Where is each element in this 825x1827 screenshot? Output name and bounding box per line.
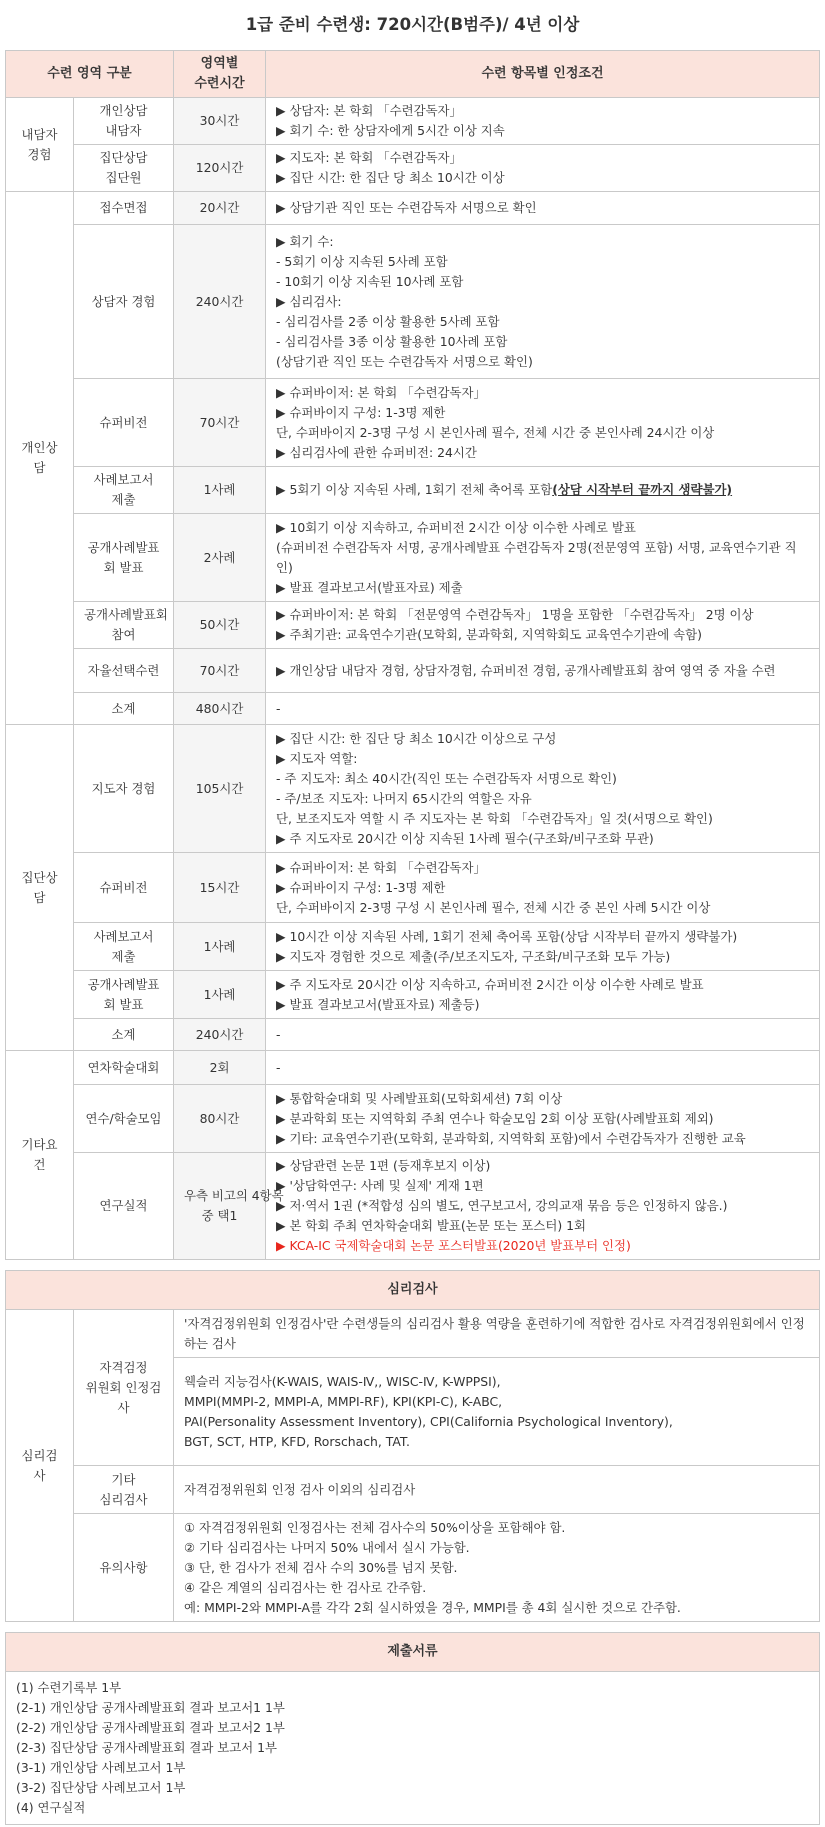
hours-cell: 240시간: [174, 225, 266, 379]
subtotal-label: 소계: [74, 1019, 174, 1051]
condition-cell: ▶ 슈퍼바이저: 본 학회 「수련감독자」 ▶ 슈퍼바이지 구성: 1-3명 제한 단, 수퍼바이지 2-3명 구성 시 본인사례 필수, 전체 시간 중 본인사례 24시간 이상 ▶ 심리검사에 관한 슈퍼비전: 24시간: [266, 379, 820, 467]
table-row: [6, 145, 820, 192]
table-row: [6, 514, 820, 602]
condition-cell: ▶ 통합학술대회 및 사례발표회(모학회세션) 7회 이상 ▶ 분과학회 또는 지역학회 주최 연수나 학술모임 2회 이상 포함(사례발표회 제외) ▶ 기타: 교육연수기관(모학회, 분과학회, 지역학회 포함)에서 수련감독자가 진행한 교육: [266, 1085, 820, 1153]
hours-cell: 30시간: [174, 98, 266, 145]
area-notes: 유의사항: [74, 1514, 174, 1622]
certified-description: '자격검정위원회 인정검사'란 수련생들의 심리검사 활용 역량을 훈련하기에 적합한 검사로 자격검정위원회에서 인정하는 검사: [174, 1310, 820, 1358]
hours-cell: 120시간: [174, 145, 266, 192]
table-row: [6, 693, 820, 725]
condition-cell: ▶ 개인상담 내담자 경험, 상담자경험, 슈퍼비전 경험, 공개사례발표회 참여 영역 중 자율 수련: [266, 649, 820, 693]
training-requirements-table: [5, 50, 820, 1260]
hours-cell: 2사례: [174, 514, 266, 602]
area-cell: 연수/학술모임: [74, 1085, 174, 1153]
area-cell: 사례보고서 제출: [74, 923, 174, 971]
condition-cell: ▶ 슈퍼바이저: 본 학회 「전문영역 수련감독자」 1명을 포함한 「수련감독자」 2명 이상 ▶ 주최기관: 교육연수기관(모학회, 분과학회, 지역학회도 교육연수기관에 속함): [266, 602, 820, 649]
table-row: [6, 1514, 820, 1622]
hours-cell: 50시간: [174, 602, 266, 649]
condition-cell: ▶ 10회기 이상 지속하고, 슈퍼비전 2시간 이상 이수한 사례로 발표 (슈퍼비전 수련감독자 서명, 공개사례발표 수련감독자 2명(전문영역 포함) 서명, 교육연수기관 직인) ▶ 발표 결과보고서(발표자료) 제출: [266, 514, 820, 602]
subtotal-hours: 240시간: [174, 1019, 266, 1051]
hours-cell: 70시간: [174, 649, 266, 693]
page-title: 1급 준비 수련생: 720시간(B범주)/ 4년 이상: [245, 15, 580, 34]
hours-cell: 105시간: [174, 725, 266, 853]
table-row: [6, 971, 820, 1019]
condition-cell: ▶ 슈퍼바이저: 본 학회 「수련감독자」 ▶ 슈퍼바이지 구성: 1-3명 제한 단, 수퍼바이지 2-3명 구성 시 본인사례 필수, 전체 시간 중 본인 사례 5시간 이상: [266, 853, 820, 923]
table-row: [6, 192, 820, 225]
area-cell: 집단상담 집단원: [74, 145, 174, 192]
condition-cell: ▶ 10시간 이상 지속된 사례, 1회기 전체 축어록 포함(상담 시작부터 끝까지 생략불가) ▶ 지도자 경험한 것으로 제출(주/보조지도자, 구조화/비구조화 모두 가능): [266, 923, 820, 971]
condition-cell: -: [266, 693, 820, 725]
psych-section-title: 심리검사: [6, 1271, 820, 1310]
group-group-counseling: 집단상담: [6, 725, 74, 1051]
area-cell: 사례보고서 제출: [74, 467, 174, 514]
table-row: [6, 98, 820, 145]
table-row: [6, 1085, 820, 1153]
group-client-experience: 내담자 경험: [6, 98, 74, 192]
table-row: [6, 725, 820, 853]
condition-cell: ▶ 집단 시간: 한 집단 당 최소 10시간 이상으로 구성 ▶ 지도자 역할: - 주 지도자: 최소 40시간(직인 또는 수련감독자 서명으로 확인) - 주/보조 지도자: 나머지 65시간의 역할은 자유 단, 보조지도자 역할 시 주 지도자는 본 학회 「수련감독자」일 것(서명으로 확인) ▶ 주 지도자로 20시간 이상 지속된 1사례 필수(구조화/비구조화 무관): [266, 725, 820, 853]
list-item: (2-3) 집단상담 공개사례발표회 결과 보고서 1부: [16, 1740, 277, 1755]
header-hours: 영역별 수련시간: [174, 51, 266, 98]
hours-cell: 1사례: [174, 467, 266, 514]
table-row: [6, 1019, 820, 1051]
table-header: [6, 51, 820, 98]
area-cell: 연차학술대회: [74, 1051, 174, 1085]
docs-list: [6, 1672, 820, 1825]
condition-cell: ▶ 지도자: 본 학회 「수련감독자」 ▶ 집단 시간: 한 집단 당 최소 10시간 이상: [266, 145, 820, 192]
hours-cell: 1사례: [174, 923, 266, 971]
hours-cell: 2회: [174, 1051, 266, 1085]
certified-test-list: 웩슬러 지능검사(K-WAIS, WAIS-Ⅳ,, WISC-Ⅳ, K-WPPSI), MMPI(MMPI-2, MMPI-A, MMPI-RF), KPI(KPI-C), K-ABC, PAI(Personality Assessment Inventory), CPI(California Psychological Inventory), BGT, SCT, HTP, KFD, Rorschach, TAT.: [174, 1358, 820, 1466]
header-area: 수련 영역 구분: [6, 51, 174, 98]
condition-cell: ▶ 상담기관 직인 또는 수련감독자 서명으로 확인: [266, 192, 820, 225]
hours-cell: 20시간: [174, 192, 266, 225]
table-row: [6, 225, 820, 379]
area-cell: 슈퍼비전: [74, 379, 174, 467]
condition-cell: ▶ 상담자: 본 학회 「수련감독자」 ▶ 회기 수: 한 상담자에게 5시간 이상 지속: [266, 98, 820, 145]
other-test-description: 자격검정위원회 인정 검사 이외의 심리검사: [174, 1466, 820, 1514]
area-cell: 상담자 경험: [74, 225, 174, 379]
condition-cell: ▶ 회기 수: - 5회기 이상 지속된 5사례 포함 - 10회기 이상 지속된 10사례 포함 ▶ 심리검사: - 심리검사를 2종 이상 활용한 5사례 포함 - 심리검사를 3종 이상 활용한 10사례 포함 (상담기관 직인 또는 수련감독자 서명으로 확인): [266, 225, 820, 379]
area-cell: 공개사례발표회 발표: [74, 971, 174, 1019]
docs-section-title: 제출서류: [6, 1633, 820, 1672]
table-row: [6, 467, 820, 514]
area-cell: 개인상담 내담자: [74, 98, 174, 145]
area-cell: 접수면접: [74, 192, 174, 225]
area-cell: 공개사례발표회 발표: [74, 514, 174, 602]
list-item: (2-2) 개인상담 공개사례발표회 결과 보고서2 1부: [16, 1720, 285, 1735]
table-row: [6, 379, 820, 467]
table-row: [6, 1153, 820, 1260]
area-cell: 자율선택수련: [74, 649, 174, 693]
condition-cell: ▶ 주 지도자로 20시간 이상 지속하고, 슈퍼비전 2시간 이상 이수한 사례로 발표 ▶ 발표 결과보고서(발표자료) 제출등): [266, 971, 820, 1019]
group-individual-counseling: 개인상담: [6, 192, 74, 725]
condition-cell: ▶ 5회기 이상 지속된 사례, 1회기 전체 축어록 포함(상담 시작부터 끝까지 생략불가): [266, 467, 820, 514]
area-cell: 지도자 경험: [74, 725, 174, 853]
header-conditions: 수련 항목별 인정조건: [266, 51, 820, 98]
kca-ic-note: ▶ KCA-IC 국제학술대회 논문 포스터발표(2020년 발표부터 인정): [276, 1238, 631, 1253]
table-row: [6, 649, 820, 693]
table-row: [6, 1466, 820, 1514]
area-cell: 공개사례발표회 참여: [74, 602, 174, 649]
emphasis-text: (상담 시작부터 끝까지 생략불가): [552, 482, 733, 497]
condition-cell: ▶ 상담관련 논문 1편 (등재후보지 이상) ▶ '상담학연구: 사례 및 실제' 게재 1편 ▶ 저·역서 1권 (*적합성 심의 별도, 연구보고서, 강의교재 묶음 등은 인정하지 않음.) ▶ 본 학회 주최 연차학술대회 발표(논문 또는 포스터) 1회 ▶ KCA-IC 국제학술대회 논문 포스터발표(2020년 발표부터 인정): [266, 1153, 820, 1260]
list-item: (4) 연구실적: [16, 1800, 86, 1815]
list-item: (3-1) 개인상담 사례보고서 1부: [16, 1760, 186, 1775]
hours-cell: 70시간: [174, 379, 266, 467]
subtotal-label: 소계: [74, 693, 174, 725]
table-row: [6, 923, 820, 971]
list-item: (2-1) 개인상담 공개사례발표회 결과 보고서1 1부: [16, 1700, 285, 1715]
submission-docs-table: [5, 1632, 820, 1825]
area-certified-tests: 자격검정 위원회 인정검 사: [74, 1310, 174, 1466]
condition-cell: -: [266, 1051, 820, 1085]
table-row: [6, 602, 820, 649]
table-row: [6, 853, 820, 923]
hours-cell: 15시간: [174, 853, 266, 923]
list-item: (3-2) 집단상담 사례보고서 1부: [16, 1780, 186, 1795]
hours-cell: 우측 비고의 4항목 중 택1: [174, 1153, 266, 1260]
area-cell: 슈퍼비전: [74, 853, 174, 923]
table-row: [6, 1051, 820, 1085]
hours-cell: 1사례: [174, 971, 266, 1019]
notes-list: ① 자격검정위원회 인정검사는 전체 검사수의 50%이상을 포함해야 함. ② 기타 심리검사는 나머지 50% 내에서 실시 가능함. ③ 단, 한 검사가 전체 검사 수의 30%를 넘지 못함. ④ 같은 계열의 심리검사는 한 검사로 간주함. 예: MMPI-2와 MMPI-A를 각각 2회 실시하였을 경우, MMPI를 총 4회 실시한 것으로 간주함.: [174, 1514, 820, 1622]
psych-test-table: [5, 1270, 820, 1622]
condition-cell: -: [266, 1019, 820, 1051]
subtotal-hours: 480시간: [174, 693, 266, 725]
table-row: [6, 1310, 820, 1358]
group-other-requirements: 기타요건: [6, 1051, 74, 1260]
area-cell: 연구실적: [74, 1153, 174, 1260]
hours-cell: 80시간: [174, 1085, 266, 1153]
group-psych-test: 심리검사: [6, 1310, 74, 1622]
list-item: (1) 수련기록부 1부: [16, 1680, 122, 1695]
table-row: [6, 1672, 820, 1825]
area-other-tests: 기타 심리검사: [74, 1466, 174, 1514]
